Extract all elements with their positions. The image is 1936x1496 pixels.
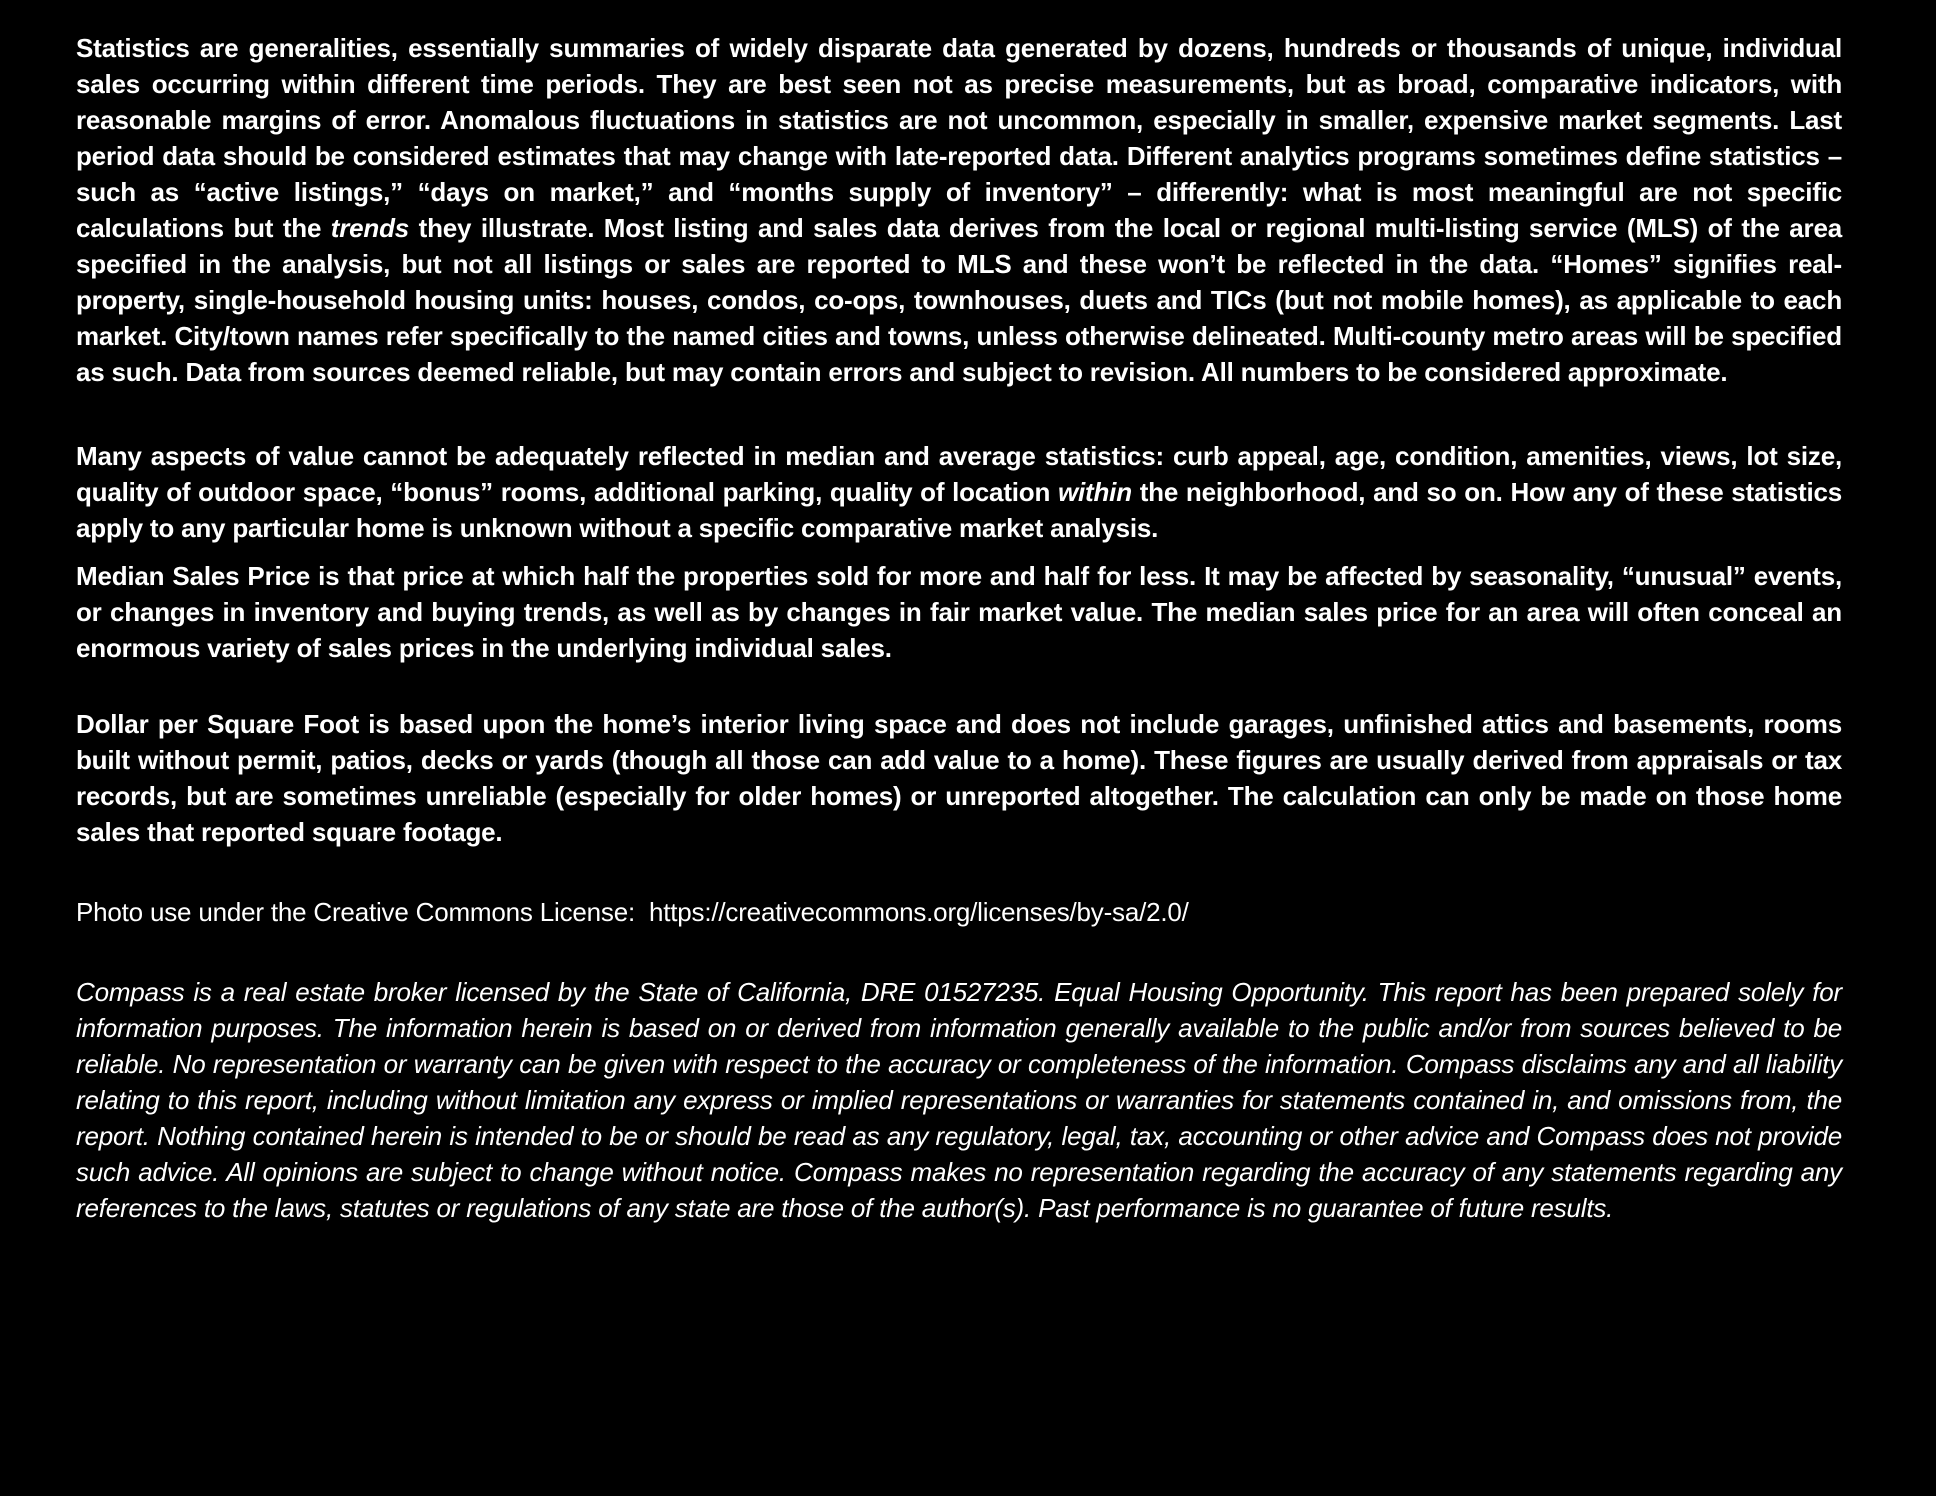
text-segment: Many aspects of value cannot be adequately reflected in median and average statistics: curb appeal, age, condition, amenities, views, lot size, quality of outdoor space, “bonus” rooms, additional parking, quality of location <box>76 441 1842 507</box>
paragraph-median-sales-price <box>76 558 1842 666</box>
paragraph-photo-license <box>76 894 1842 930</box>
text-segment: Statistics are generalities, essentially summaries of widely disparate data generated by dozens, hundreds or thousands of unique, individual sales occurring within different time periods. They are best seen not as precise measurements, but as broad, comparative indicators, with reasonable margins of error. Anomalous fluctuations in statistics are not uncommon, especially in smaller, expensive market segments. Last period data should be considered estimates that may change with late-reported data. Different analytics programs sometimes define statistics – such as “active listings,” “days on market,” and “months supply of inventory” – differently: what is most meaningful are not specific calculations but the <box>76 33 1842 243</box>
text-segment: they illustrate. Most listing and sales data derives from the local or regional multi-listing service (MLS) of the area specified in the analysis, but not all listings or sales are reported to MLS and these won’t be reflected in the data. “Homes” signifies real-property, single-household housing units: houses, condos, co-ops, townhouses, duets and TICs (but not mobile homes), as applicable to each market. City/town names refer specifically to the named cities and towns, unless otherwise delineated. Multi-county metro areas will be specified as such. Data from sources deemed reliable, but may contain errors and subject to revision. All numbers to be considered approximate. <box>76 213 1842 387</box>
paragraph-value-aspects <box>76 438 1842 546</box>
text-segment: Compass is a real estate broker licensed by the State of California, DRE 01527235. Equal Housing Opportunity. This report has been prepared solely for information purposes. The information herein is based on or derived from information generally available to the public and/or from sources believed to be reliable. No representation or warranty can be given with respect to the accuracy or completeness of the information. Compass disclaims any and all liability relating to this report, including without limitation any express or implied representations or warranties for statements contained in, and omissions from, the report. Nothing contained herein is intended to be or should be read as any regulatory, legal, tax, accounting or other advice and Compass does not provide such advice. All opinions are subject to change without notice. Compass makes no representation regarding the accuracy of any statements regarding any references to the laws, statutes or regulations of any state are those of the author(s). Past performance is no guarantee of future results. <box>76 977 1842 1223</box>
paragraph-compass-legal-disclaimer <box>76 974 1842 1226</box>
paragraph-statistics-methodology <box>76 30 1842 390</box>
text-segment: Median Sales Price is that price at which half the properties sold for more and half for less. It may be affected by seasonality, “unusual” events, or changes in inventory and buying trends, as well as by changes in fair market value. The median sales price for an area will often conceal an enormous variety of sales prices in the underlying individual sales. <box>76 561 1842 663</box>
emphasized-word-within: within <box>1057 477 1132 507</box>
photo-license-label: Photo use under the Creative Commons License: <box>76 897 635 927</box>
emphasized-word-trends: trends <box>330 213 410 243</box>
paragraph-dollar-per-sqft <box>76 706 1842 850</box>
text-segment: the neighborhood, and so on. How any of these statistics apply to any particular home is unknown without a specific comparative market analysis. <box>76 477 1842 543</box>
creative-commons-url: https://creativecommons.org/licenses/by-sa/2.0/ <box>648 897 1189 927</box>
text-segment: Dollar per Square Foot is based upon the home’s interior living space and does not include garages, unfinished attics and basements, rooms built without permit, patios, decks or yards (though all those can add value to a home). These figures are usually derived from appraisals or tax records, but are sometimes unreliable (especially for older homes) or unreported altogether. The calculation can only be made on those home sales that reported square footage. <box>76 709 1842 847</box>
